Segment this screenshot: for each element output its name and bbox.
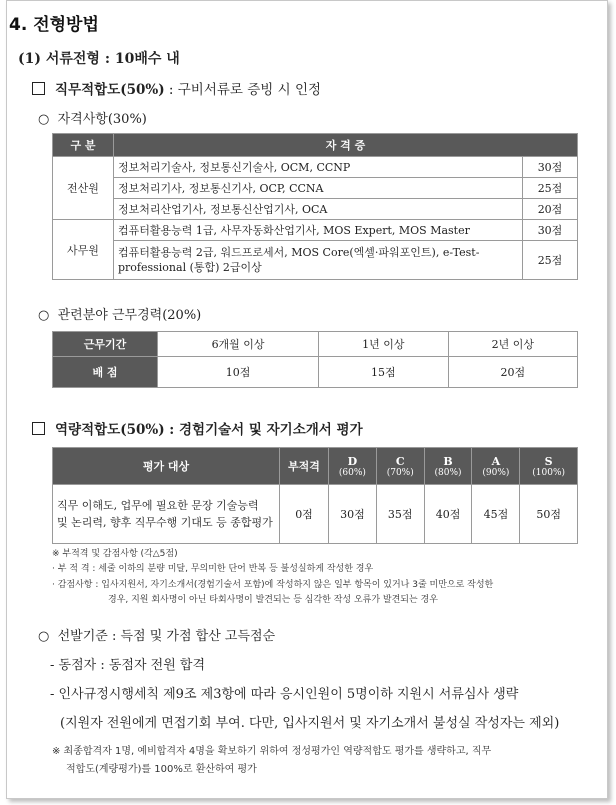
footnote: ※ 최종합격자 1명, 예비합격자 4명을 확보하기 위하여 정성평가인 역량적합도 평가를 생략하고, 직무 [52,746,492,757]
section-document-screening: (1) 서류전형 : 10배수 내 [18,51,180,67]
table-row: 전산원 정보처리기술사, 정보통신기술사, OCM, CCNP 30점 [53,157,578,178]
category-cell: 사무원 [53,220,114,280]
experience-heading: ○ 관련분야 근무경력(20%) [38,308,202,323]
table-row: 사무원 컴퓨터활용능력 1급, 사무자동화산업기사, MOS Expert, MOS Master 30점 [53,220,578,241]
qualification-heading: ○ 자격사항(30%) [38,112,147,127]
job-fit-heading: 직무적합도(50%) : 구비서류로 증빙 시 인정 [32,78,321,98]
notes-title: ※ 부적격 및 감점사항 (각△5점) [52,549,178,559]
table-row: 정보처리기사, 정보통신기사, OCP, CCNA 25점 [53,178,578,199]
header-certificate: 자 격 증 [114,134,578,157]
notes-unfit: · 부 적 격 : 세줄 이하의 분량 미달, 무의미한 단어 반복 등 불성실하게 작성한 경우 [52,564,374,574]
table-row: 직무 이해도, 업무에 필요한 문장 기술능력 및 논리력, 향후 직무수행 기대도 등 종합평가 0점 30점 35점 40점 45점 50점 [53,485,578,544]
competency-heading: 역량적합도(50%) : 경험기술서 및 자기소개서 평가 [32,418,363,438]
header-category: 구 분 [53,134,114,157]
experience-table: 근무기간 6개월 이상 1년 이상 2년 이상 배 점 10점 15점 20점 [52,331,578,388]
interview-note: (지원자 전원에게 면접기회 부여. 다만, 입사지원서 및 자기소개서 불성실 작성자는 제외) [60,716,560,731]
footnote-cont: 적합도(계량평가)를 100%로 환산하여 평가 [66,764,257,775]
tie-rule: - 동점자 : 동점자 전원 합격 [50,658,206,673]
competency-table: 평가 대상 부적격 D (60%) C (70%) B (80%) A (90%) S (100%) 직무 이해도, 업무에 필요한 문장 기술능력 및 논리력, 향후 직무수행 기대도 등 종합평가 0점 30점 35점 40점 45점 50점 [52,447,578,544]
qualification-table [52,133,578,280]
checkbox-square-icon [32,422,45,435]
table-row: 정보처리산업기사, 정보통신산업기사, OCA 20점 [53,199,578,220]
checkbox-square-icon [32,82,45,95]
notes-deduct: · 감점사항 : 입사지원서, 자기소개서(경험기술서 포함)에 작성하지 않은 일부 항목이 있거나 3줄 미만으로 작성한 [52,580,494,590]
notes-deduct-cont: 경우, 지원 회사명이 아닌 타회사명이 발견되는 등 심각한 작성 오류가 발견되는 경우 [108,595,438,605]
category-cell: 전산원 [53,157,114,220]
table-row: 컴퓨터활용능력 2급, 워드프로세서, MOS Core(엑셀·파워포인트), e-Test-professional (통합) 2급이상 25점 [53,241,578,280]
selection-criteria: ○ 선발기준 : 득점 및 가점 합산 고득점순 [38,629,276,644]
page-title: 4. 전형방법 [9,15,99,35]
small-applicant-rule: - 인사규정시행세칙 제9조 제3항에 따라 응시인원이 5명이하 지원시 서류심사 생략 [50,687,519,702]
